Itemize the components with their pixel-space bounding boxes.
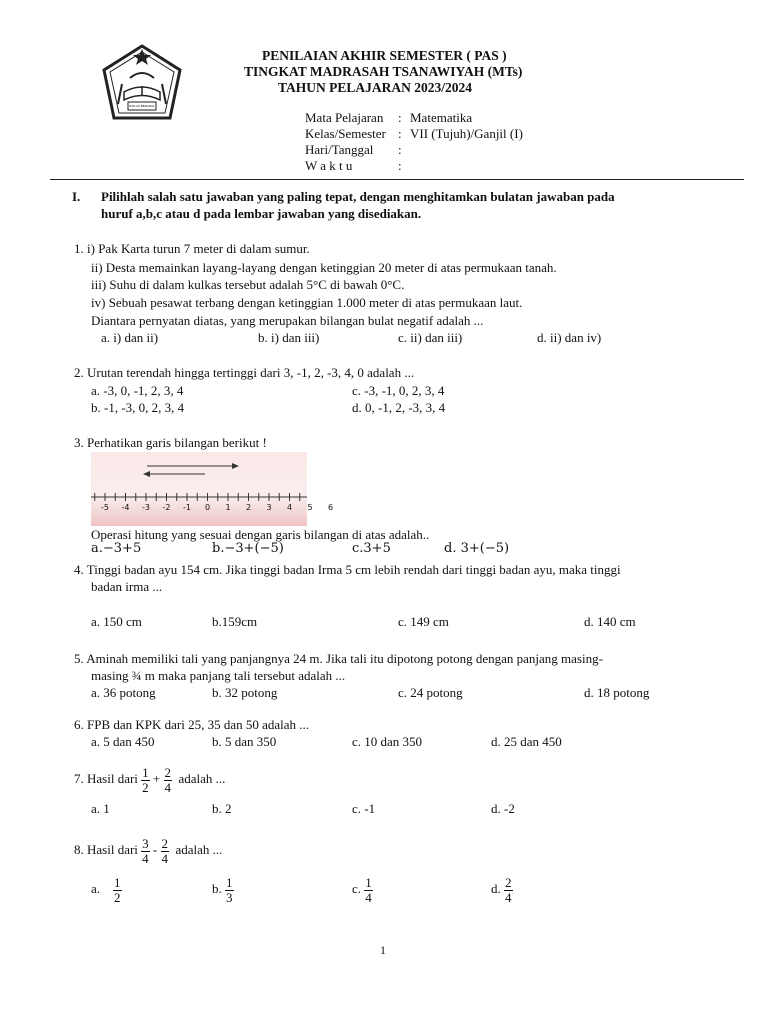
q7-option-d[interactable]: d. -2 <box>491 801 515 816</box>
logo-caption: IKHLAS BERAMAL <box>128 104 156 108</box>
q7-fraction-2-den: 4 <box>164 779 171 795</box>
info-label: Hari/Tanggal <box>305 142 374 157</box>
q1-line: ii) Desta memainkan layang-layang dengan ketinggian 20 meter di atas permukaan tanah. <box>91 260 557 275</box>
number-line-tick-label: -5 <box>101 503 109 512</box>
q8-option-a[interactable] <box>91 873 122 905</box>
q6-stem: 6. FPB dan KPK dari 25, 35 dan 50 adalah ... <box>74 717 310 732</box>
q6-option-d[interactable]: d. 25 dan 450 <box>491 734 562 749</box>
right-arrow-head <box>232 463 239 469</box>
q7-prefix: 7. Hasil dari <box>74 771 138 786</box>
q5-option-b[interactable]: b. 32 potong <box>212 685 278 700</box>
q1-option-b[interactable]: b. i) dan iii) <box>258 330 320 345</box>
info-label: Kelas/Semester <box>305 126 386 141</box>
q2-option-a[interactable]: a. -3, 0, -1, 2, 3, 4 <box>91 383 184 398</box>
q7-option-b[interactable]: b. 2 <box>212 801 232 816</box>
q5-option-d[interactable]: d. 18 potong <box>584 685 650 700</box>
q5-line-2: masing ¾ m maka panjang tali tersebut adalah ... <box>91 668 346 683</box>
q8-option-c[interactable] <box>352 873 373 905</box>
q1-line: iii) Suhu di dalam kulkas tersebut adalah 5°C di bawah 0°C. <box>91 277 405 292</box>
q8-option-d-fraction <box>504 876 513 904</box>
page-number: 1 <box>380 943 386 957</box>
q6-option-c[interactable]: c. 10 dan 350 <box>352 734 423 749</box>
number-line-tick-label: -1 <box>183 503 191 512</box>
q3-option-a[interactable]: a.−3+5 <box>91 541 142 556</box>
q3-option-b[interactable]: b.−3+(−5) <box>212 541 284 556</box>
q6-option-a[interactable]: a. 5 dan 450 <box>91 734 155 749</box>
header-title-2: TINGKAT MADRASAH TSANAWIYAH (MTs) <box>244 64 523 79</box>
number-line-tick-label: 4 <box>286 503 293 512</box>
header-title-1: PENILAIAN AKHIR SEMESTER ( PAS ) <box>262 48 507 63</box>
q8-option-a-label: a. <box>91 881 101 896</box>
q1-option-a[interactable]: a. i) dan ii) <box>101 330 159 345</box>
number-line-tick-label: 0 <box>204 503 211 512</box>
info-label: W a k t u <box>305 158 353 173</box>
q5-option-a[interactable]: a. 36 potong <box>91 685 156 700</box>
q2-option-d[interactable]: d. 0, -1, 2, -3, 3, 4 <box>352 400 446 415</box>
q7-stem <box>74 764 225 794</box>
q8-fraction-2 <box>161 837 170 865</box>
q4-option-b[interactable]: b.159cm <box>212 614 258 629</box>
info-sep: : <box>398 142 402 157</box>
fraction-num: 1 <box>114 874 121 890</box>
q5-line-1: 5. Aminah memiliki tali yang panjangnya 24 m. Jika tali itu dipotong potong dengan panjang masing- <box>74 651 603 666</box>
q1-line: Diantara pernyatan diatas, yang merupakan bilangan bulat negatif adalah ... <box>91 313 484 328</box>
q8-option-b-fraction <box>225 876 234 904</box>
section-instruction-line-2: huruf a,b,c atau d pada lembar jawaban yang disediakan. <box>101 206 422 221</box>
q3-stem: 3. Perhatikan garis bilangan berikut ! <box>74 435 267 450</box>
q2-stem: 2. Urutan terendah hingga tertinggi dari 3, -1, 2, -3, 4, 0 adalah ... <box>74 365 415 380</box>
q8-fraction-1-den: 4 <box>142 850 149 866</box>
section-instruction-line-1: Pilihlah salah satu jawaban yang paling tepat, dengan menghitamkan bulatan jawaban pada <box>101 189 615 204</box>
q4-option-a[interactable]: a. 150 cm <box>91 614 142 629</box>
q7-fraction-1 <box>141 766 150 794</box>
number-line-tick-label: 5 <box>307 503 313 512</box>
fraction-num: 2 <box>505 874 512 890</box>
q7-fraction-2 <box>164 766 173 794</box>
q1-option-c[interactable]: c. ii) dan iii) <box>398 330 463 345</box>
q8-option-c-label: c. <box>352 881 362 896</box>
q7-operator: + <box>152 771 161 786</box>
q8-option-b-label: b. <box>212 881 222 896</box>
q7-fraction-1-num: 1 <box>142 764 149 780</box>
info-label: Mata Pelajaran <box>305 110 384 125</box>
q8-suffix: adalah ... <box>175 842 223 857</box>
q1-line: iv) Sebuah pesawat terbang dengan ketinggian 1.000 meter di atas permukaan laut. <box>91 295 523 310</box>
q8-fraction-1-num: 3 <box>142 835 149 851</box>
q7-suffix: adalah ... <box>178 771 226 786</box>
number-line-tick-label: 3 <box>266 503 272 512</box>
info-sep: : <box>398 110 402 125</box>
q7-option-c[interactable]: c. -1 <box>352 801 376 816</box>
number-line-tick-label: 1 <box>225 503 231 512</box>
q8-fraction-2-num: 2 <box>161 835 168 851</box>
fraction-num: 1 <box>365 874 372 890</box>
q5-option-c[interactable]: c. 24 potong <box>398 685 463 700</box>
q8-option-d-label: d. <box>491 881 501 896</box>
q4-line-1: 4. Tinggi badan ayu 154 cm. Jika tinggi badan Irma 5 cm lebih rendah dari tinggi badan ayu, maka tinggi <box>74 562 621 577</box>
fraction-den: 2 <box>114 889 121 905</box>
q3-question: Operasi hitung yang sesuai dengan garis bilangan di atas adalah.. <box>91 527 430 542</box>
q4-line-2: badan irma ... <box>91 579 163 594</box>
header-divider <box>50 179 744 180</box>
number-line-tick-label: 6 <box>327 503 334 512</box>
q8-fraction-1 <box>141 837 150 865</box>
q1-line: 1. i) Pak Karta turun 7 meter di dalam sumur. <box>74 241 310 256</box>
fraction-den: 3 <box>226 889 233 905</box>
section-number: I. <box>72 189 81 204</box>
q8-fraction-2-den: 4 <box>161 850 168 866</box>
info-sep: : <box>398 158 402 173</box>
q7-fraction-2-num: 2 <box>164 764 171 780</box>
info-value: VII (Tujuh)/Ganjil (I) <box>410 126 523 141</box>
q4-option-d[interactable]: d. 140 cm <box>584 614 636 629</box>
q7-option-a[interactable]: a. 1 <box>91 801 110 816</box>
q8-option-b[interactable] <box>212 873 234 905</box>
q8-option-d[interactable] <box>491 873 513 905</box>
q8-stem <box>74 835 222 865</box>
q3-option-c[interactable]: c.3+5 <box>352 541 391 556</box>
q8-prefix: 8. Hasil dari <box>74 842 138 857</box>
header-title-3: TAHUN PELAJARAN 2023/2024 <box>278 80 473 95</box>
kemenag-logo <box>100 44 184 124</box>
q4-option-c[interactable]: c. 149 cm <box>398 614 449 629</box>
fraction-den: 4 <box>365 889 372 905</box>
q2-option-b[interactable]: b. -1, -3, 0, 2, 3, 4 <box>91 400 185 415</box>
number-line-tick-label: 2 <box>245 503 252 512</box>
q2-option-c[interactable]: c. -3, -1, 0, 2, 3, 4 <box>352 383 445 398</box>
number-line-tick-label: -3 <box>142 503 150 512</box>
q1-option-d[interactable]: d. ii) dan iv) <box>537 330 602 345</box>
number-line-tick-label: -2 <box>162 503 171 512</box>
info-sep: : <box>398 126 402 141</box>
q3-option-d[interactable]: d. 3+(−5) <box>444 541 510 556</box>
fraction-num: 1 <box>226 874 233 890</box>
q8-option-a-fraction <box>113 876 122 904</box>
number-line-figure <box>91 452 334 526</box>
q8-option-c-fraction <box>364 876 373 904</box>
q8-operator: - <box>152 842 158 857</box>
q7-fraction-1-den: 2 <box>142 779 149 795</box>
fraction-den: 4 <box>505 889 512 905</box>
info-value: Matematika <box>410 110 473 125</box>
left-arrow-head <box>143 471 150 477</box>
q6-option-b[interactable]: b. 5 dan 350 <box>212 734 277 749</box>
number-line-tick-label: -4 <box>121 503 130 512</box>
